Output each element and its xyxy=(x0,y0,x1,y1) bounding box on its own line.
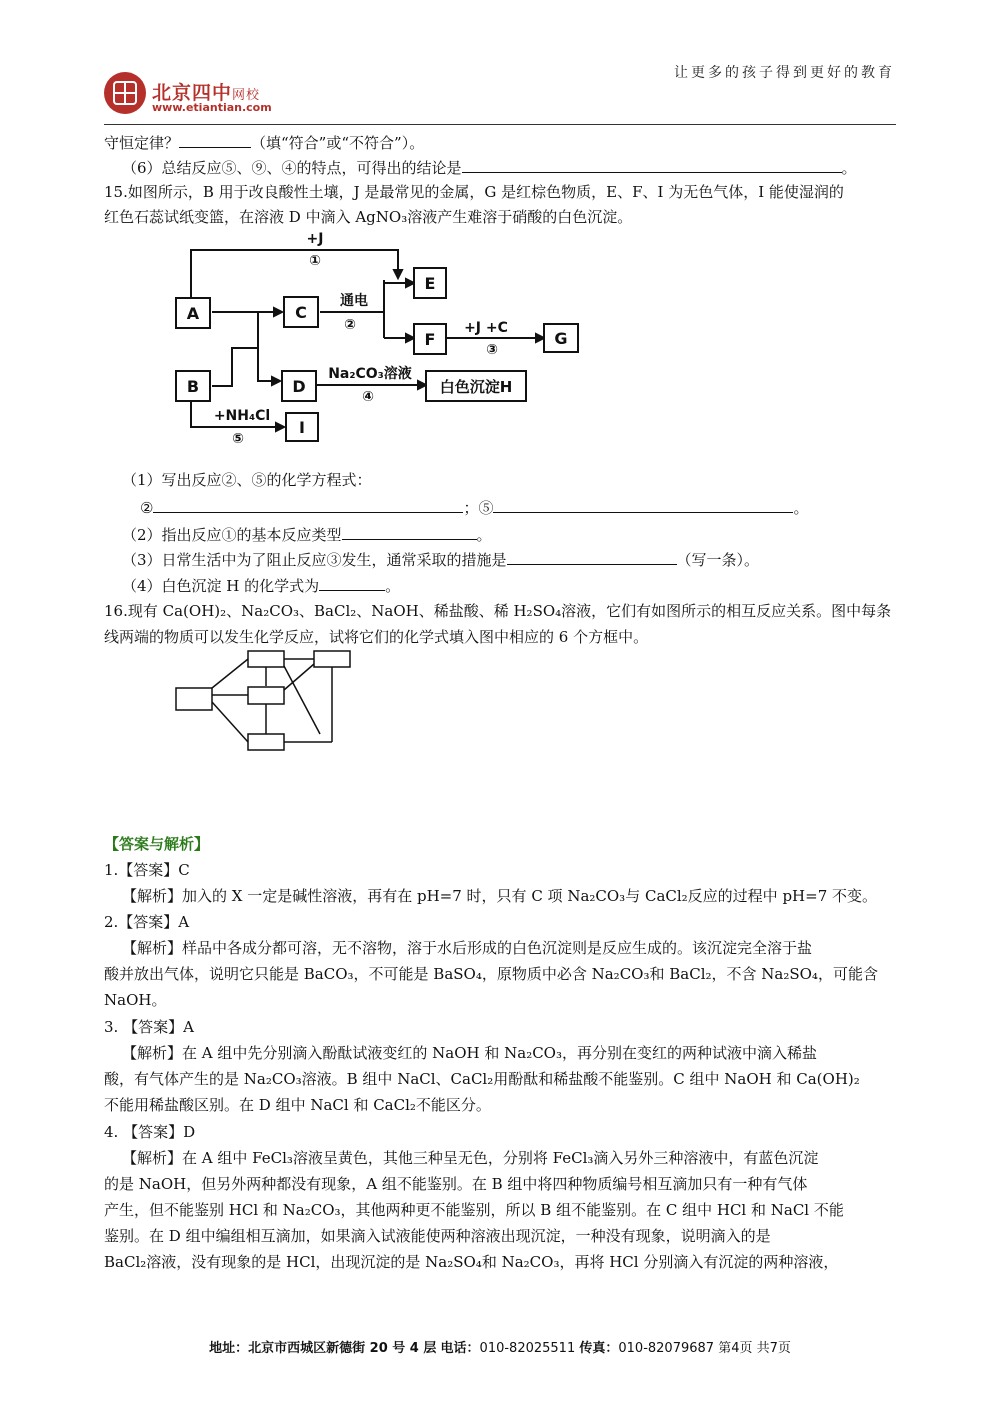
text-line: 红色石蕊试纸变篮，在溶液 D 中滴入 AgNO₃溶液产生难溶于硝酸的白色沉淀。 xyxy=(104,208,633,226)
answers-heading: 【答案与解析】 xyxy=(104,835,210,853)
text-line: 守恒定律？ （填“符合”或“不符合”）。 xyxy=(104,131,896,154)
question-15: 15.如图所示，B 用于改良酸性土壤，J 是最常见的金属，G 是红棕色物质，E、F、I 为无色气体，I 能使湿润的 xyxy=(104,183,844,201)
box-h-label: 白色沉淀H xyxy=(439,378,513,396)
reaction-3-number: ③ xyxy=(486,342,498,358)
header-rule xyxy=(104,124,896,125)
answer-4: 4. 【答案】D xyxy=(104,1123,196,1141)
answer-1: 1.【答案】C xyxy=(104,861,190,879)
reaction-2-number: ② xyxy=(344,317,356,333)
reaction-4-number: ④ xyxy=(362,389,374,405)
reaction-2-condition: 通电 xyxy=(340,293,368,309)
reaction-5-reagent: +NH₄Cl xyxy=(213,408,271,424)
answer-box xyxy=(176,688,212,710)
box-a-label: A xyxy=(186,304,200,323)
question-16: 16.现有 Ca(OH)₂、Na₂CO₃、BaCl₂、NaOH、稀盐酸、稀 H₂SO₄溶液，它们有如图所示的相互反应关系。图中每条 xyxy=(104,602,892,620)
page-footer: 地址：北京市西城区新德街 20 号 4 层 电话：010-82025511 传真：010-82079687 第4页 共7页 xyxy=(209,1341,791,1356)
link-line xyxy=(284,666,320,734)
explanation-4-cont: 的是 NaOH，但另外两种都没有现象，A 组不能鉴别。在 B 组中将四种物质编号相互滴加只有一种有气体 xyxy=(104,1175,808,1193)
header-slogan: 让更多的孩子得到更好的教育 xyxy=(674,65,895,81)
subquestion-4: （4）白色沉淀 H 的化学式为 。 xyxy=(104,574,914,597)
reaction-diagram xyxy=(170,228,610,448)
explanation-4-cont: 鉴别。在 D 组中编组相互滴加，如果滴入试液能使两种溶液出现沉淀，一种没有现象，说明滴入的是 xyxy=(104,1227,771,1245)
explanation-4-cont: 产生，但不能鉴别 HCl 和 Na₂CO₃，其他两种更不能鉴别，所以 B 组不能鉴别。在 C 组中 HCl 和 NaCl 不能 xyxy=(104,1201,844,1219)
reaction-5-number: ⑤ xyxy=(232,431,244,447)
reaction-1-number: ① xyxy=(309,253,321,269)
explanation-2-cont: NaOH。 xyxy=(104,991,167,1009)
explanation-4: 【解析】在 A 组中 FeCl₃溶液呈黄色，其他三种呈无色，分别将 FeCl₃滴入另外三种溶液中，有蓝色沉淀 xyxy=(122,1149,819,1167)
explanation-1: 【解析】加入的 X 一定是碱性溶液，再有在 pH=7 时，只有 C 项 Na₂CO₃与 CaCl₂反应的过程中 pH=7 不变。 xyxy=(122,887,878,905)
link-line xyxy=(284,664,314,690)
explanation-2: 【解析】样品中各成分都可溶，无不溶物，溶于水后形成的白色沉淀则是反应生成的。该沉淀完全溶于盐 xyxy=(122,939,813,957)
explanation-4-cont: BaCl₂溶液，没有现象的是 HCl，出现沉淀的是 Na₂SO₄和 Na₂CO₃，再将 HCl 分别滴入有沉淀的两种溶液， xyxy=(104,1253,839,1271)
link-line xyxy=(212,659,248,688)
logo-name: 北京四中网校 xyxy=(152,82,261,104)
box-f-label: F xyxy=(424,330,436,349)
answer-3: 3. 【答案】A xyxy=(104,1018,194,1036)
reaction-4-reagent: Na₂CO₃溶液 xyxy=(328,366,412,382)
subquestion-2: （2）指出反应①的基本反应类型 。 xyxy=(104,523,914,546)
answer-box xyxy=(248,687,284,704)
subquestion-1: （1）写出反应②、⑤的化学方程式： xyxy=(122,471,372,489)
reaction-1-reagent: +J xyxy=(306,231,324,247)
text-line: 线两端的物质可以发生化学反应，试将它们的化学式填入图中相应的 6 个方框中。 xyxy=(104,628,649,646)
subquestion-1-blanks: ② ；⑤ 。 xyxy=(104,496,932,519)
logo-url: www.etiantian.com xyxy=(152,101,272,114)
relation-diagram xyxy=(172,646,362,758)
explanation-2-cont: 酸并放出气体，说明它只能是 BaCO₃，不可能是 BaSO₄，原物质中必含 Na₂CO₃和 BaCl₂，不含 Na₂SO₄，可能含 xyxy=(104,965,878,983)
explanation-3-cont: 不能用稀盐酸区别。在 D 组中 NaCl 和 CaCl₂不能区分。 xyxy=(104,1096,491,1114)
box-e-label: E xyxy=(424,274,436,293)
subquestion-3: （3）日常生活中为了阻止反应③发生，通常采取的措施是 （写一条）。 xyxy=(104,548,914,571)
answer-box xyxy=(248,651,284,667)
answer-box xyxy=(248,734,284,750)
page-number: 第4页 共7页 xyxy=(718,1341,791,1356)
explanation-3: 【解析】在 A 组中先分别滴入酚酞试液变红的 NaOH 和 Na₂CO₃，再分别在变红的两种试液中滴入稀盐 xyxy=(122,1044,817,1062)
box-g-label: G xyxy=(554,329,568,348)
text-line: （6）总结反应⑤、⑨、④的特点，可得出的结论是 。 xyxy=(104,156,914,179)
link-line xyxy=(212,702,248,742)
reaction-3-reagent: +J +C xyxy=(464,320,508,336)
answer-box xyxy=(314,651,350,667)
explanation-3-cont: 酸，有气体产生的是 Na₂CO₃溶液。B 组中 NaCl、CaCl₂用酚酞和稀盐酸不能鉴别。C 组中 NaOH 和 Ca(OH)₂ xyxy=(104,1070,860,1088)
box-b-label: B xyxy=(186,377,200,396)
box-c-label: C xyxy=(295,303,307,322)
answer-2: 2.【答案】A xyxy=(104,913,190,931)
box-i-label: I xyxy=(299,418,305,437)
box-d-label: D xyxy=(292,377,306,396)
